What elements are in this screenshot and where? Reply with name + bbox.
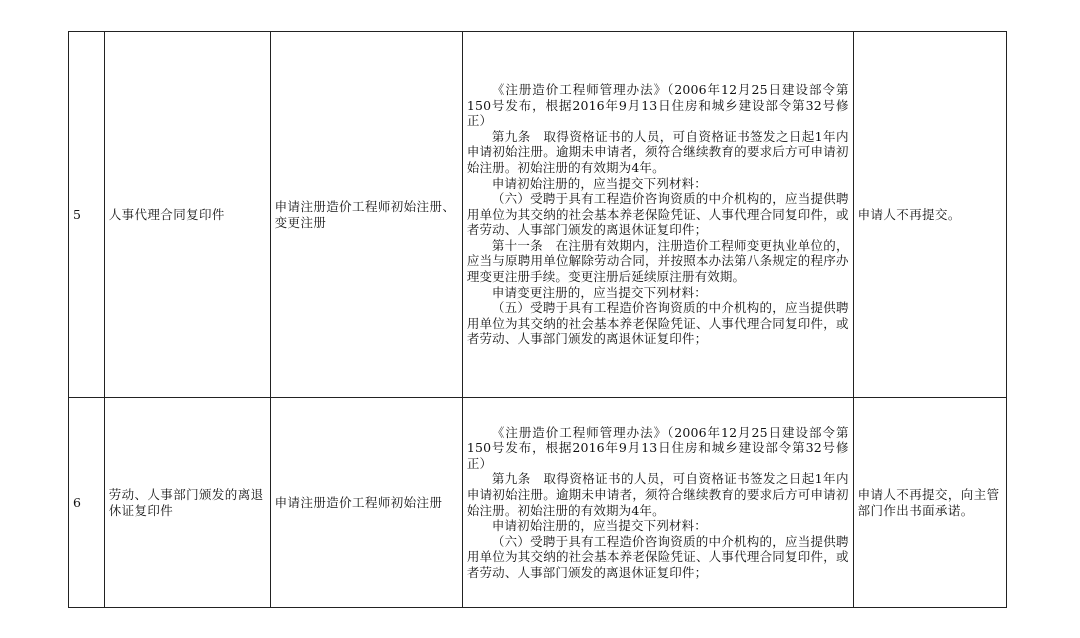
- row-number: 5: [69, 32, 105, 398]
- material-name: 劳动、人事部门颁发的离退休证复印件: [104, 398, 270, 608]
- basis-paragraph: 第九条 取得资格证书的人员，可自资格证书签发之日起1年内申请初始注册。逾期未申请者，须符合继续教育的要求后方可申请初始注册。初始注册的有效期为4年。: [466, 471, 849, 518]
- handling-note: 申请人不再提交。: [853, 32, 1006, 398]
- basis-paragraph: （五）受聘于具有工程造价咨询资质的中介机构的，应当提供聘用单位为其交纳的社会基本养老保险凭证、人事代理合同复印件，或者劳动、人事部门颁发的离退休证复印件；: [466, 300, 849, 347]
- basis-paragraph: 第九条 取得资格证书的人员，可自资格证书签发之日起1年内申请初始注册。逾期未申请者，须符合继续教育的要求后方可申请初始注册。初始注册的有效期为4年。: [466, 128, 849, 175]
- table-row: [69, 398, 1007, 608]
- basis-paragraph: （六）受聘于具有工程造价咨询资质的中介机构的，应当提供聘用单位为其交纳的社会基本养老保险凭证、人事代理合同复印件，或者劳动、人事部门颁发的离退休证复印件；: [466, 191, 849, 238]
- legal-basis: [462, 32, 853, 398]
- legal-basis: [462, 398, 853, 608]
- basis-paragraph: 申请初始注册的，应当提交下列材料：: [491, 518, 707, 534]
- service-item: 申请注册造价工程师初始注册: [270, 398, 462, 608]
- service-item: 申请注册造价工程师初始注册、变更注册: [270, 32, 462, 398]
- basis-paragraph: （六）受聘于具有工程造价咨询资质的中介机构的，应当提供聘用单位为其交纳的社会基本养老保险凭证、人事代理合同复印件，或者劳动、人事部门颁发的离退休证复印件；: [466, 533, 849, 580]
- handling-note: 申请人不再提交，向主管部门作出书面承诺。: [853, 398, 1006, 608]
- basis-paragraph: 申请变更注册的，应当提交下列材料：: [491, 284, 707, 300]
- basis-paragraph: 《注册造价工程师管理办法》（2006年12月25日建设部令第150号发布，根据2016年9月13日住房和城乡建设部令第32号修正）: [466, 81, 849, 129]
- basis-paragraph: 第十一条 在注册有效期内，注册造价工程师变更执业单位的，应当与原聘用单位解除劳动合同，并按照本办法第八条规定的程序办理变更注册手续。变更注册后延续原注册有效期。: [466, 237, 849, 285]
- basis-paragraph: 《注册造价工程师管理办法》（2006年12月25日建设部令第150号发布，根据2016年9月13日住房和城乡建设部令第32号修正）: [466, 424, 849, 471]
- table-row: [69, 32, 1007, 398]
- row-number: 6: [69, 398, 105, 608]
- basis-paragraph: 申请初始注册的，应当提交下列材料：: [491, 175, 707, 191]
- material-name: 人事代理合同复印件: [104, 32, 270, 398]
- document-table: [68, 31, 1007, 608]
